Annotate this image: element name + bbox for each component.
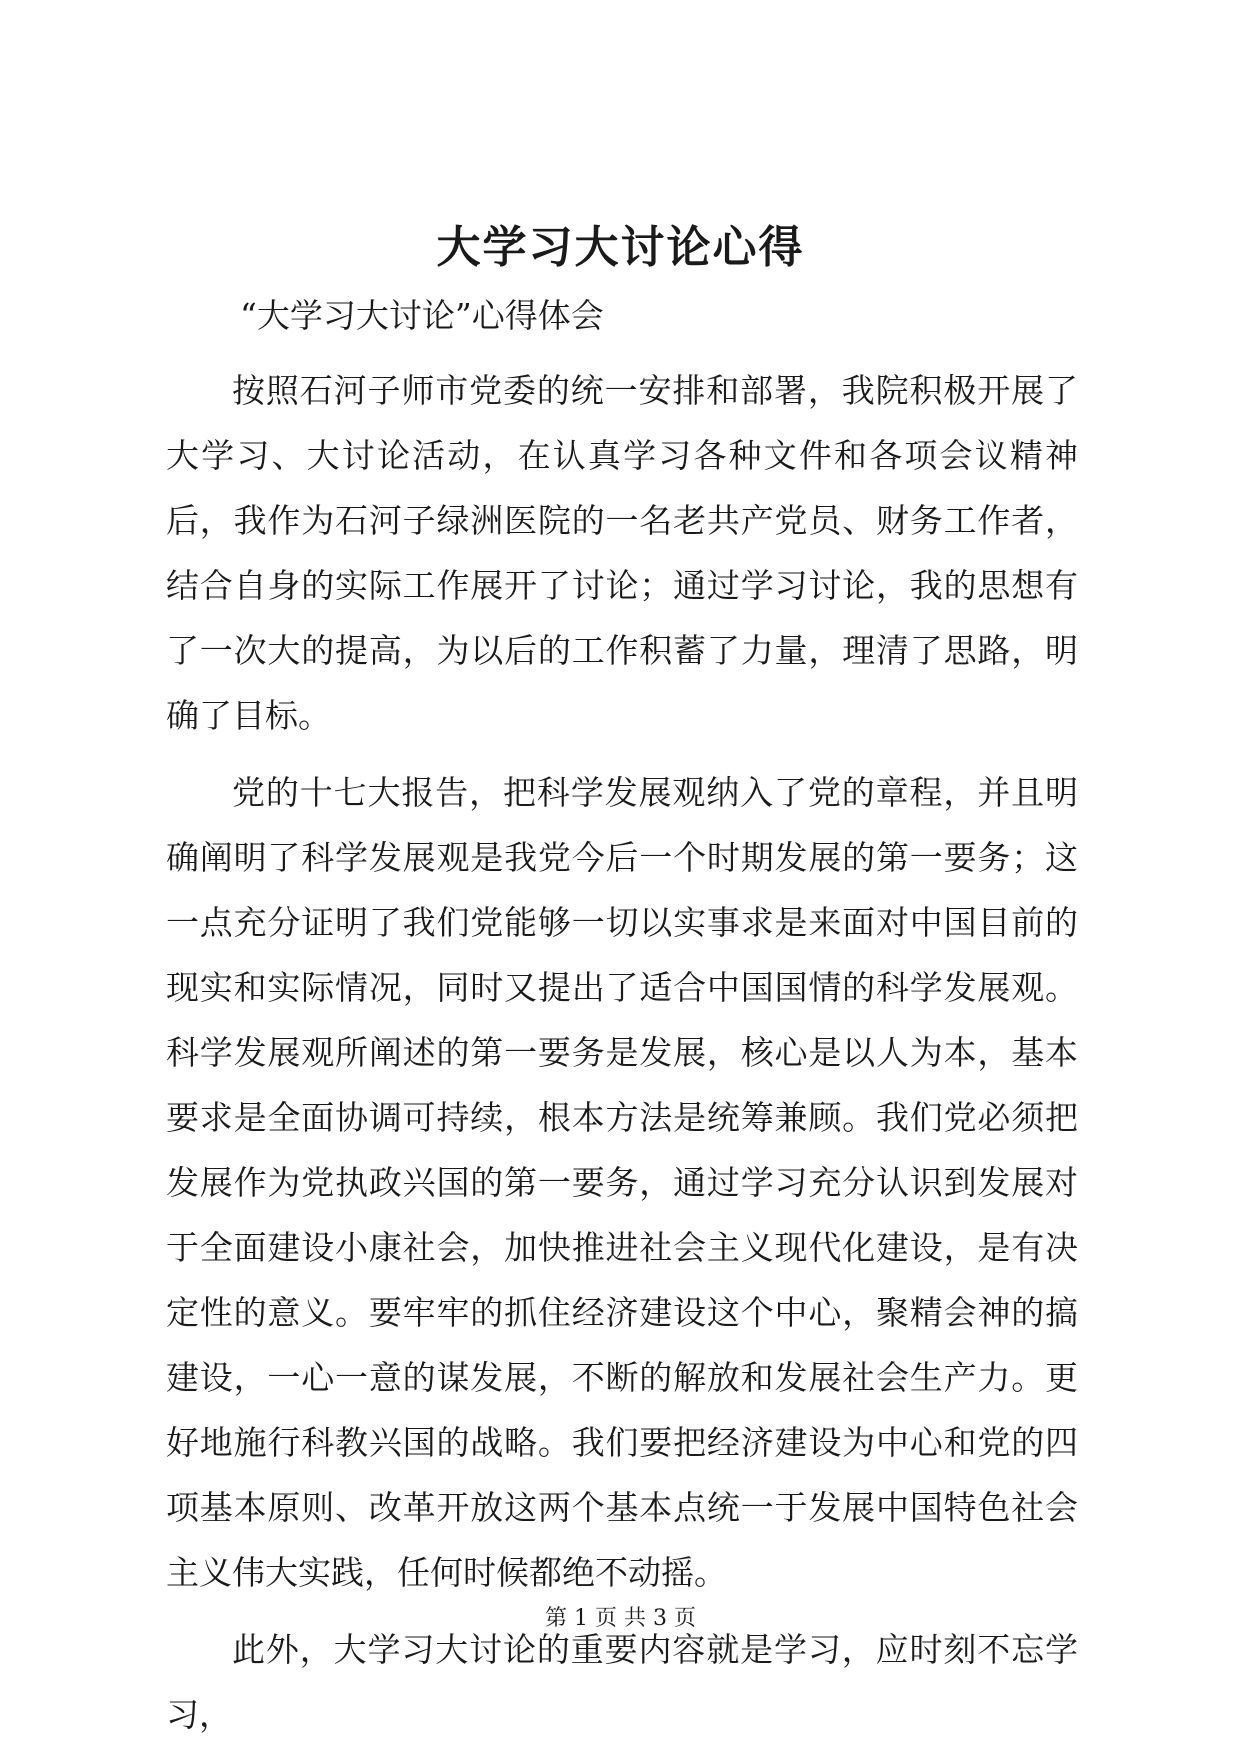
document-body bbox=[166, 358, 1078, 1747]
paragraph-2: 党的十七大报告，把科学发展观纳入了党的章程，并且明确阐明了科学发展观是我党今后一个时期发展的第一要务；这一点充分证明了我们党能够一切以实事求是来面对中国目前的现实和实际情况，同时又提出了适合中国国情的科学发展观。科学发展观所阐述的第一要务是发展，核心是以人为本，基本要求是全面协调可持续，根本方法是统筹兼顾。我们党必须把发展作为党执政兴国的第一要务，通过学习充分认识到发展对于全面建设小康社会，加快推进社会主义现代化建设，是有决定性的意义。要牢牢的抓住经济建设这个中心，聚精会神的搞建设，一心一意的谋发展，不断的解放和发展社会生产力。更好地施行科教兴国的战略。我们要把经济建设为中心和党的四项基本原则、改革开放这两个基本点统一于发展中国特色社会主义伟大实践，任何时候都绝不动摇。 bbox=[166, 773, 1078, 1592]
paragraph-3: 此外，大学习大讨论的重要内容就是学习，应时刻不忘学习， bbox=[166, 1630, 1078, 1734]
document-title: 大学习大讨论心得 bbox=[436, 222, 805, 273]
paragraph-1: 按照石河子师市党委的统一安排和部署，我院积极开展了大学习、大讨论活动，在认真学习各种文件和各项会议精神后，我作为石河子绿洲医院的一名老共产党员、财务工作者，结合自身的实际工作展开了讨论；通过学习讨论，我的思想有了一次大的提高，为以后的工作积蓄了力量，理清了思路，明确了目标。 bbox=[166, 371, 1078, 735]
document-subtitle: “大学习大讨论”心得体会 bbox=[240, 296, 604, 335]
page-number-footer: 第 1 页 共 3 页 bbox=[545, 1606, 696, 1631]
